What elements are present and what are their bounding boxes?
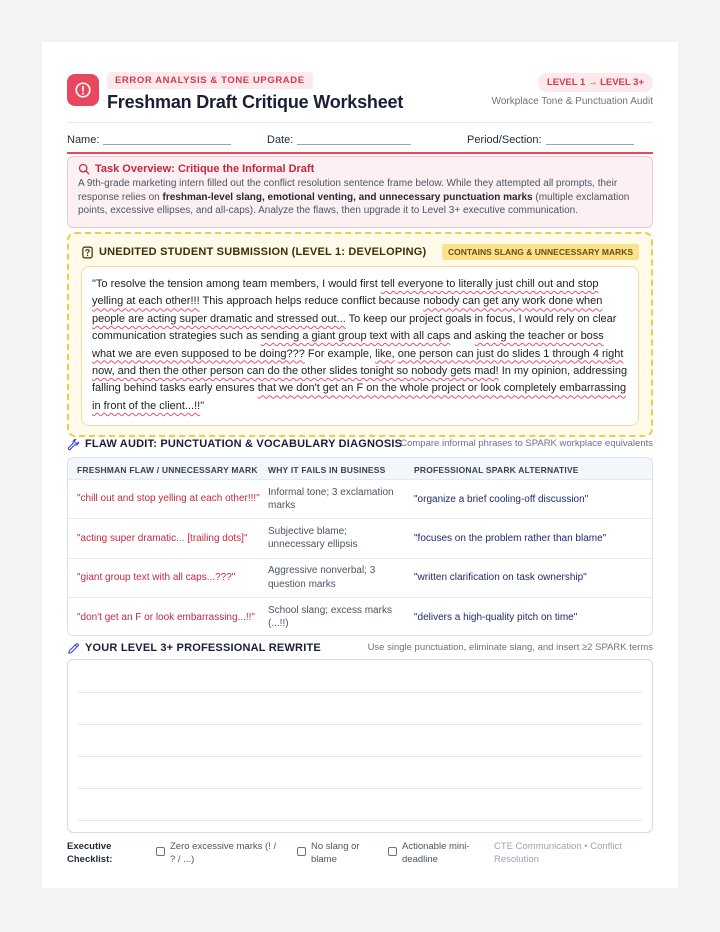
flagged-phrase: that we don't get an F on the whole project or look completely embarrassing in front of the client...!! (92, 382, 627, 412)
reason-cell: Subjective blame; unnecessary ellipsis (268, 525, 358, 551)
flaw-audit-header (67, 436, 653, 452)
writing-line (78, 820, 642, 821)
checkbox[interactable] (156, 847, 165, 856)
rewrite-title: YOUR LEVEL 3+ PROFESSIONAL REWRITE (85, 642, 321, 654)
worksheet-page (42, 42, 678, 888)
column-header: PROFESSIONAL SPARK ALTERNATIVE (414, 465, 579, 475)
flagged-phrase: tell everyone to literally just chill out and stop yelling at each other!!! (92, 278, 599, 308)
period-input-line[interactable] (546, 144, 634, 145)
level-badge: LEVEL 1 → LEVEL 3+ (538, 73, 653, 92)
table-header-row (68, 458, 652, 480)
flaw-cell: "acting super dramatic... [trailing dots]" (77, 532, 248, 544)
reason-cell: Aggressive nonverbal; 3 question marks (268, 565, 376, 590)
checklist-item[interactable]: Actionable mini-deadline (388, 840, 483, 866)
column-header: FRESHMAN FLAW / UNNECESSARY MARK (77, 465, 258, 475)
name-field[interactable] (67, 134, 231, 146)
submission-text: "To resolve the tension among team members, I would first tell everyone to literally just chill out and stop yelling at each other!!! This approach helps reduce conflict because nobody can get any work done when people are acting super dramatic and stressed out... To keep our project goals in focus, I would rely on clear communication strategies such as sending a giant group text with all caps and asking the teacher or boss what we are even supposed to be doing??? For example, like, one person can just do slides 1 through 4 right now, and then the other person can do the other slides tonight so nobody gets mad! In my opinion, addressing falling behind tasks early ensures that we don't get an F on the whole project or look completely embarrassing in front of the client...!!" (81, 266, 639, 426)
column-header: WHY IT FAILS IN BUSINESS (268, 465, 386, 475)
checklist-item[interactable]: Zero excessive marks (! / ? / ...) (156, 840, 281, 866)
header-tag: ERROR ANALYSIS & TONE UPGRADE (107, 72, 313, 89)
submission-header (81, 244, 639, 260)
writing-line (78, 724, 642, 725)
flagged-phrase: asking the teacher or boss what we are even supposed to be doing??? (92, 330, 604, 360)
flagged-phrase: like, (375, 347, 395, 360)
name-input-line[interactable] (103, 144, 231, 145)
page-title: Freshman Draft Critique Worksheet (107, 92, 404, 112)
header (67, 72, 653, 122)
worksheet-content (67, 72, 653, 865)
page-subtitle: Workplace Tone & Punctuation Audit (491, 96, 653, 107)
date-field[interactable] (267, 134, 411, 146)
rewrite-header (67, 640, 653, 656)
checkbox[interactable] (388, 847, 397, 856)
writing-line (78, 756, 642, 757)
table-row (68, 559, 652, 598)
checklist-item[interactable]: No slang or blame (297, 840, 372, 866)
course-footer: CTE Communication • Conflict Resolution (494, 841, 622, 865)
overview-text: A 9th-grade marketing intern filled out the conflict resolution sentence frame below. While they attempted all prompts, their response relies on freshman-level slang, emotional venting, and unnecessary punctuation marks (multiple exclamation points, excessive ellipses, and all-caps). Analyze the flaws, then upgrade it to Level 3+ executive communication. (78, 178, 630, 216)
flagged-phrase: nobody can get any work done when people are acting super dramatic and stressed out... (92, 295, 603, 325)
flaw-audit-title: FLAW AUDIT: PUNCTUATION & VOCABULARY DIAGNOSIS (85, 438, 403, 450)
search-icon (78, 163, 90, 175)
checkbox[interactable] (297, 847, 306, 856)
flaw-audit-table (67, 457, 653, 636)
slang-warning-badge: CONTAINS SLANG & UNNECESSARY MARKS (442, 244, 639, 260)
task-overview (67, 156, 653, 228)
student-submission (67, 232, 653, 437)
period-label: Period/Section: (467, 134, 542, 146)
writing-line (78, 692, 642, 693)
submission-title: UNEDITED STUDENT SUBMISSION (LEVEL 1: DEVELOPING) (99, 246, 427, 258)
flaw-cell: "chill out and stop yelling at each other!!!" (77, 493, 260, 505)
alternative-cell: "organize a brief cooling-off discussion" (414, 493, 589, 505)
overview-title: Task Overview: Critique the Informal Draft (78, 163, 642, 175)
rewrite-area[interactable] (67, 659, 653, 833)
flagged-phrase: one person can just do slides 1 through 4 right now, and then the other person can do the other slides tonight so nobody gets mad! (92, 347, 624, 378)
checklist-label: Executive Checklist: (67, 841, 113, 865)
reason-cell: Informal tone; 3 exclamation marks (268, 486, 394, 512)
flaw-cell: "don't get an F or look embarrassing...!!" (77, 611, 255, 623)
date-input-line[interactable] (297, 144, 411, 145)
question-doc-icon (81, 246, 94, 259)
wrench-icon (67, 438, 80, 451)
table-row (68, 519, 652, 558)
flagged-phrase: sending a giant group text with all caps (260, 330, 451, 343)
period-field[interactable] (467, 134, 634, 146)
flaw-cell: "giant group text with all caps...???" (77, 571, 236, 583)
date-label: Date: (267, 134, 294, 146)
name-label: Name: (67, 134, 100, 146)
student-info-row (67, 130, 653, 152)
alternative-cell: "delivers a high-quality pitch on time" (414, 611, 578, 623)
table-row (68, 480, 652, 519)
writing-line (78, 788, 642, 789)
alternative-cell: "written clarification on task ownership" (414, 572, 587, 584)
rewrite-note: Use single punctuation, eliminate slang, and insert ≥2 SPARK terms (367, 642, 653, 653)
accent-divider (67, 152, 653, 154)
executive-checklist (67, 838, 653, 868)
flaw-audit-note: Compare informal phrases to SPARK workplace equivalents (400, 438, 653, 449)
reason-cell: School slang; excess marks (...!!) (268, 604, 392, 630)
divider (67, 122, 653, 123)
pencil-icon (67, 642, 80, 655)
table-row (68, 598, 652, 636)
alert-icon (67, 74, 99, 106)
alternative-cell: "focuses on the problem rather than blame" (414, 532, 607, 544)
